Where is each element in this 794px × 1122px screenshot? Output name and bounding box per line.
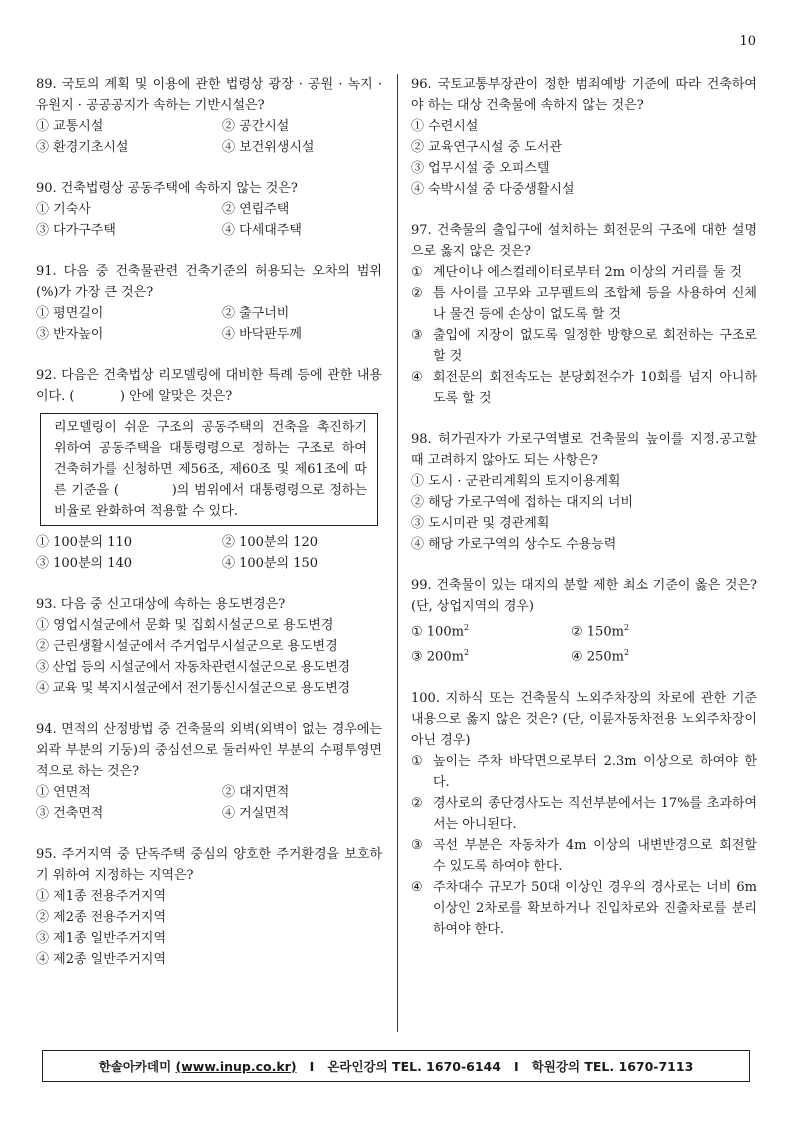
option-1 (411, 617, 571, 642)
option-mark: ① (411, 753, 423, 769)
right-column (411, 74, 757, 960)
option-4: ④ 거실면적 (222, 806, 290, 821)
option-1 (411, 751, 757, 793)
option-text: 주차대수 규모가 50대 이상인 경우의 경사로는 너비 6m 이상인 2차로를 확보하거나 진입차로와 진출차로를 분리하여야 한다. (433, 879, 757, 937)
question-95 (36, 844, 382, 970)
option-label: ① 100m (411, 624, 464, 640)
option-mark: ④ (411, 879, 423, 895)
option-2: ② 출구너비 (222, 306, 290, 321)
option-4: ④ 100분의 150 (222, 556, 319, 571)
option-4 (411, 877, 757, 940)
question-text: 92. 다음은 건축법상 리모델링에 대비한 특례 등에 관한 내용이다. ( ) 안에 알맞은 것은? (36, 368, 382, 404)
option-4: ④ 제2종 일반주거지역 (36, 952, 166, 967)
option-4 (411, 367, 757, 409)
question-94 (36, 719, 382, 824)
option-3: ③ 반자높이 (36, 327, 104, 342)
option-text: 틈 사이를 고무와 고무펠트의 조합체 등을 사용하여 신체나 물건 등에 손상이 없도록 할 것 (433, 286, 757, 322)
options (411, 471, 757, 555)
option-3: ③ 산업 등의 시설군에서 자동차관련시설군으로 용도변경 (36, 660, 350, 675)
option-2: ② 해당 가로구역에 접하는 대지의 너비 (411, 495, 634, 510)
option-1: ① 교통시설 (36, 119, 104, 134)
question-89 (36, 74, 382, 158)
question-text: 95. 주거지역 중 단독주택 중심의 양호한 주거환경을 보호하기 위하여 지정하는 지역은? (36, 847, 382, 883)
option-1: ① 연면적 (36, 785, 91, 800)
option-mark: ② (411, 795, 423, 811)
options (411, 617, 757, 668)
option-3 (411, 325, 757, 367)
options (36, 782, 382, 824)
option-2: ② 제2종 전용주거지역 (36, 910, 166, 925)
option-1: ① 수련시설 (411, 119, 479, 134)
options (36, 615, 382, 699)
option-text: 경사로의 종단경사도는 직선부분에서는 17%를 초과하여서는 아니된다. (433, 795, 757, 832)
option-1: ① 기숙사 (36, 202, 91, 217)
options (36, 303, 382, 345)
option-3: ③ 도시미관 및 경관계획 (411, 516, 550, 531)
option-2: ② 교육연구시설 중 도서관 (411, 140, 562, 155)
option-1 (411, 262, 757, 283)
option-3 (411, 835, 757, 877)
option-2: ② 100분의 120 (222, 535, 319, 550)
option-3: ③ 업무시설 중 오피스텔 (411, 161, 550, 176)
page-number: 10 (739, 34, 756, 49)
option-2: ② 대지면적 (222, 785, 290, 800)
question-91 (36, 261, 382, 345)
option-2 (411, 793, 757, 835)
option-text: 출입에 지장이 없도록 일정한 방향으로 회전하는 구조로 할 것 (433, 328, 757, 364)
question-text: 93. 다음 중 신고대상에 속하는 용도변경은? (36, 597, 286, 612)
option-label: ② 150m (571, 624, 624, 640)
options (411, 751, 757, 940)
option-2: ② 근린생활시설군에서 주거업무시설군으로 용도변경 (36, 639, 338, 654)
question-text: 90. 건축법령상 공동주택에 속하지 않는 것은? (36, 181, 298, 196)
option-3: ③ 환경기초시설 (36, 140, 129, 155)
options (411, 262, 757, 409)
option-4: ④ 다세대주택 (222, 223, 302, 238)
option-2: ② 연립주택 (222, 202, 290, 217)
footer-website-link[interactable]: (www.inup.co.kr) (175, 1058, 297, 1074)
option-2 (571, 617, 757, 642)
option-4: ④ 교육 및 복지시설군에서 전기통신시설군으로 용도변경 (36, 681, 350, 696)
question-96 (411, 74, 757, 200)
option-2: ② 공간시설 (222, 119, 290, 134)
footer-offline-phone: 학원강의 TEL. 1670-7113 (531, 1059, 694, 1074)
option-mark: ② (411, 286, 423, 301)
question-93 (36, 594, 382, 699)
option-mark: ① (411, 265, 423, 280)
option-4: ④ 바닥판두께 (222, 327, 302, 342)
option-3: ③ 제1종 일반주거지역 (36, 931, 166, 946)
question-text: 91. 다음 중 건축물관련 건축기준의 허용되는 오차의 범위(%)가 가장 큰 것은? (36, 264, 382, 300)
option-text: 곡선 부분은 자동차가 4m 이상의 내변반경으로 회전할 수 있도록 하여야 한다. (433, 837, 757, 874)
footer-banner (42, 1050, 750, 1082)
option-2 (411, 283, 757, 325)
footer-separator: I (500, 1058, 532, 1074)
column-divider (397, 74, 398, 1032)
passage-box: 리모델링이 쉬운 구조의 공동주택의 건축을 촉진하기 위하여 공동주택을 대통령령으로 정하는 구조로 하여 건축허가를 신청하면 제56조, 제60조 및 제61조에 따른 기준을 ( )의 범위에서 대통령령으로 정하는 비율로 완화하여 적용할 수 있다. (40, 413, 378, 526)
option-label: ③ 200m (411, 649, 464, 665)
option-superscript: 2 (463, 623, 470, 632)
footer-academy: 한솔아카데미 (98, 1059, 176, 1074)
option-1: ① 도시 · 군관리계획의 토지이용계획 (411, 474, 621, 489)
option-3 (411, 642, 571, 667)
option-1: ① 제1종 전용주거지역 (36, 889, 166, 904)
option-4: ④ 보건위생시설 (222, 140, 315, 155)
question-text: 100. 지하식 또는 건축물식 노외주차장의 차로에 관한 기준내용으로 옳지 않은 것은? (단, 이륜자동차전용 노외주차장이 아닌 경우) (411, 690, 757, 748)
option-4: ④ 해당 가로구역의 상수도 수용능력 (411, 537, 617, 552)
option-4: ④ 숙박시설 중 다중생활시설 (411, 182, 575, 197)
option-4 (571, 642, 757, 667)
option-superscript: 2 (463, 648, 470, 658)
option-superscript: 2 (623, 623, 630, 632)
question-text: 89. 국토의 계획 및 이용에 관한 법령상 광장 · 공원 · 녹지 · 유원지 · 공공공지가 속하는 기반시설은? (36, 77, 382, 113)
options (36, 532, 382, 574)
option-mark: ③ (411, 328, 423, 343)
question-text: 99. 건축물이 있는 대지의 분할 제한 최소 기준이 옳은 것은? (단, 상업지역의 경우) (411, 578, 757, 614)
option-text: 높이는 주차 바닥면으로부터 2.3m 이상으로 하여야 한다. (433, 753, 757, 790)
option-label: ④ 250m (571, 649, 624, 665)
question-98 (411, 429, 757, 555)
option-1: ① 영업시설군에서 문화 및 집회시설군으로 용도변경 (36, 618, 334, 633)
option-3: ③ 다가구주택 (36, 223, 116, 238)
option-text: 계단이나 에스컬레이터로부터 2m 이상의 거리를 둘 것 (433, 265, 743, 280)
option-superscript: 2 (623, 648, 630, 658)
options (411, 116, 757, 200)
options (36, 886, 382, 970)
option-mark: ④ (411, 370, 423, 385)
question-92 (36, 365, 382, 574)
footer-separator: I (296, 1058, 328, 1074)
question-text: 96. 국토교통부장관이 정한 범죄예방 기준에 따라 건축하여야 하는 대상 건축물에 속하지 않는 것은? (411, 77, 757, 113)
option-1: ① 평면길이 (36, 306, 104, 321)
footer-online-phone: 온라인강의 TEL. 1670-6144 (327, 1059, 501, 1074)
question-text: 98. 허가권자가 가로구역별로 건축물의 높이를 지정.공고할 때 고려하지 않아도 되는 사항은? (411, 432, 757, 468)
question-text: 94. 면적의 산정방법 중 건축물의 외벽(외벽이 없는 경우에는 외곽 부분의 기둥)의 중심선으로 둘러싸인 부분의 수평투영면적으로 하는 것은? (36, 722, 382, 779)
option-3: ③ 100분의 140 (36, 556, 133, 571)
question-99 (411, 575, 757, 668)
question-97 (411, 220, 757, 409)
left-column (36, 74, 382, 990)
option-text: 회전문의 회전속도는 분당회전수가 10회를 넘지 아니하도록 할 것 (433, 370, 757, 406)
option-1: ① 100분의 110 (36, 535, 133, 550)
question-text: 97. 건축물의 출입구에 설치하는 회전문의 구조에 대한 설명으로 옳지 않은 것은? (411, 223, 757, 259)
question-100 (411, 688, 757, 940)
option-3: ③ 건축면적 (36, 806, 104, 821)
options (36, 199, 382, 241)
option-mark: ③ (411, 837, 423, 853)
question-90 (36, 178, 382, 241)
options (36, 116, 382, 158)
